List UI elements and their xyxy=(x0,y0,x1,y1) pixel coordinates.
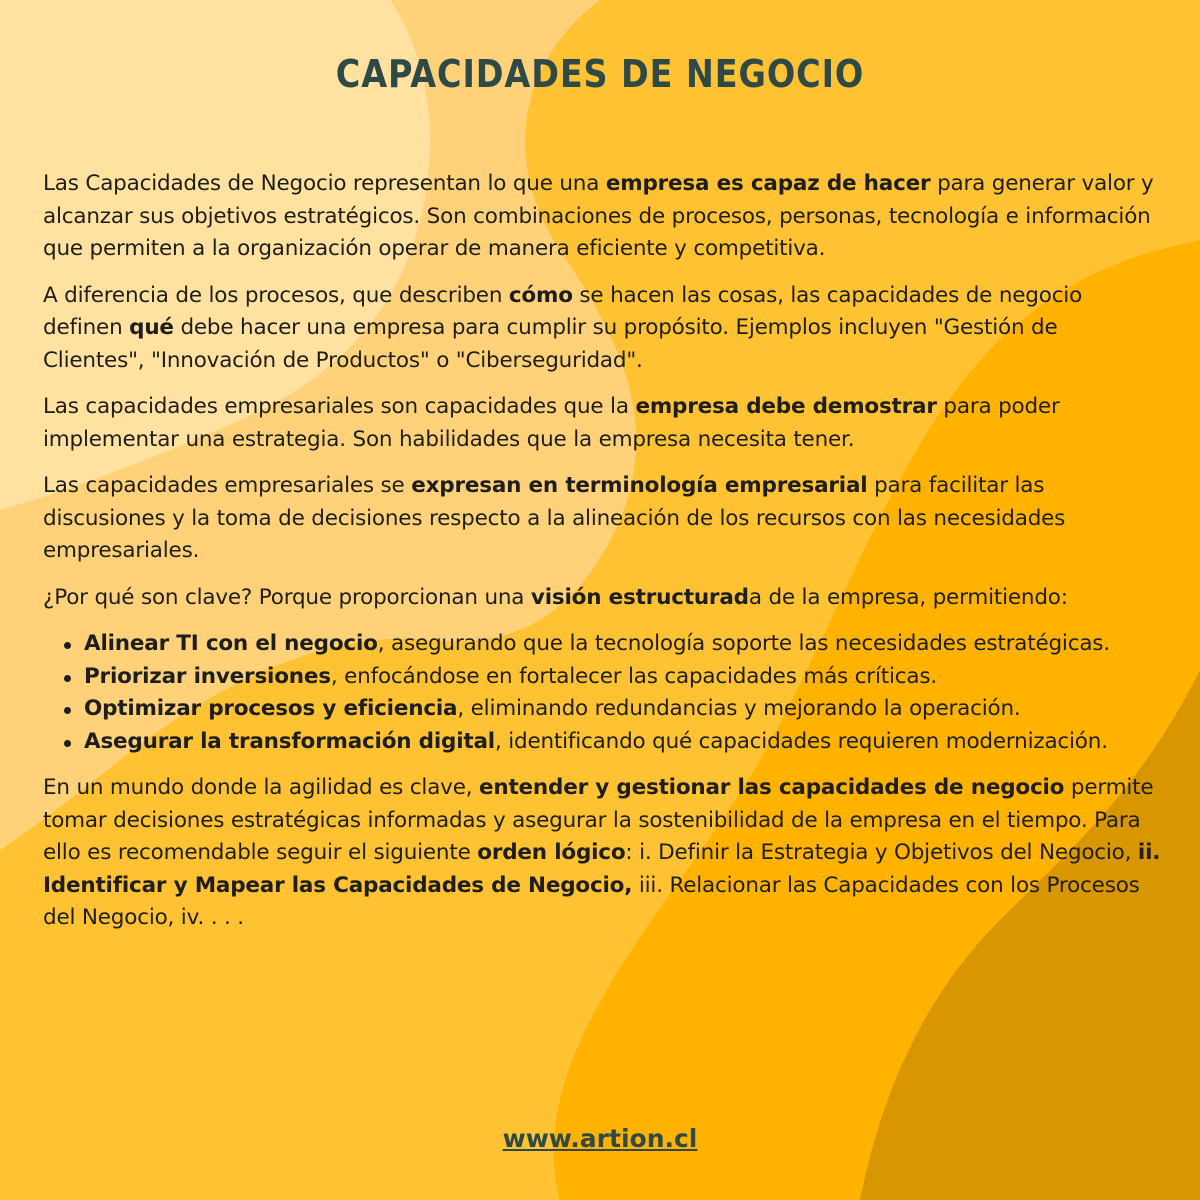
list-item xyxy=(84,628,1163,661)
bold-span: empresa es capaz de hacer xyxy=(605,171,931,196)
bold-span: expresan en terminología empresarial xyxy=(411,473,868,498)
paragraph-why-key xyxy=(43,582,1163,615)
bold-span: Priorizar inversiones xyxy=(84,663,331,689)
website-link[interactable]: www.artion.cl xyxy=(502,1124,698,1153)
paragraph-definition xyxy=(43,168,1163,266)
list-item xyxy=(84,661,1163,694)
body-text xyxy=(43,168,1163,949)
paragraph-terminology xyxy=(43,470,1163,568)
text-span: Las capacidades empresariales se xyxy=(43,473,412,498)
paragraph-conclusion xyxy=(43,772,1163,935)
benefits-list xyxy=(43,628,1163,758)
text-span: debe hacer una empresa para cumplir su propósito. Ejemplos incluyen "Gestión de Clientes", "Innovación de Productos" o "Ciberseguridad". xyxy=(43,315,1058,373)
text-span: Las capacidades empresariales son capacidades que la xyxy=(43,394,636,419)
text-span: iii. Relacionar las Capacidades con los Procesos del Negocio, iv. . . . xyxy=(43,872,1140,930)
text-span: , enfocándose en fortalecer las capacidades más críticas. xyxy=(330,663,937,689)
page-title: CAPACIDADES DE NEGOCIO xyxy=(335,52,865,96)
bold-span: Alinear TI con el negocio xyxy=(84,631,378,656)
text-span: , identificando qué capacidades requieren modernización. xyxy=(494,728,1108,754)
text-span: : i. Definir la Estrategia y Objetivos del Negocio, xyxy=(625,840,1138,865)
text-span: para facilitar las discusiones y la toma de decisiones respecto a la alineación de los recursos con las necesidades empresariales. xyxy=(43,473,1066,563)
text-span: A diferencia de los procesos, que describen xyxy=(43,282,509,308)
text-span: a de la empresa, permitiendo: xyxy=(748,584,1068,610)
text-span: , eliminando redundancias y mejorando la operación. xyxy=(457,696,1021,721)
text-span: Las Capacidades de Negocio representan lo que una xyxy=(43,171,606,196)
text-span: ¿Por qué son clave? Porque proporcionan una xyxy=(43,584,531,610)
paragraph-abilities xyxy=(43,391,1163,456)
bold-span: ii. Identificar y Mapear las Capacidades de Negocio, xyxy=(43,840,1161,898)
bold-span: Asegurar la transformación digital xyxy=(84,728,495,754)
bold-span: entender y gestionar las capacidades de negocio xyxy=(478,775,1065,800)
bold-span: qué xyxy=(129,315,174,340)
bold-span: orden lógico xyxy=(477,840,626,865)
bold-span: Optimizar procesos y eficiencia xyxy=(84,696,458,721)
bold-span: visión estructurad xyxy=(530,584,749,610)
bold-span: cómo xyxy=(508,282,573,308)
text-span: se hacen las cosas, las capacidades de negocio definen xyxy=(43,282,1083,340)
bold-span: empresa debe demostrar xyxy=(635,394,937,419)
list-item xyxy=(84,726,1163,759)
list-item xyxy=(84,693,1163,726)
text-span: para poder implementar una estrategia. Son habilidades que la empresa necesita tener. xyxy=(43,394,1060,452)
text-span: , asegurando que la tecnología soporte las necesidades estratégicas. xyxy=(377,631,1110,656)
text-span: para generar valor y alcanzar sus objetivos estratégicos. Son combinaciones de procesos, personas, tecnología e información que permiten a la organización operar de manera eficiente y competitiva. xyxy=(43,171,1154,261)
text-span: permite tomar decisiones estratégicas informadas y asegurar la sostenibilidad de la empresa en el tiempo. Para ello es recomendable seguir el siguiente xyxy=(43,775,1154,865)
paragraph-difference xyxy=(43,280,1163,378)
text-span: En un mundo donde la agilidad es clave, xyxy=(43,775,479,800)
